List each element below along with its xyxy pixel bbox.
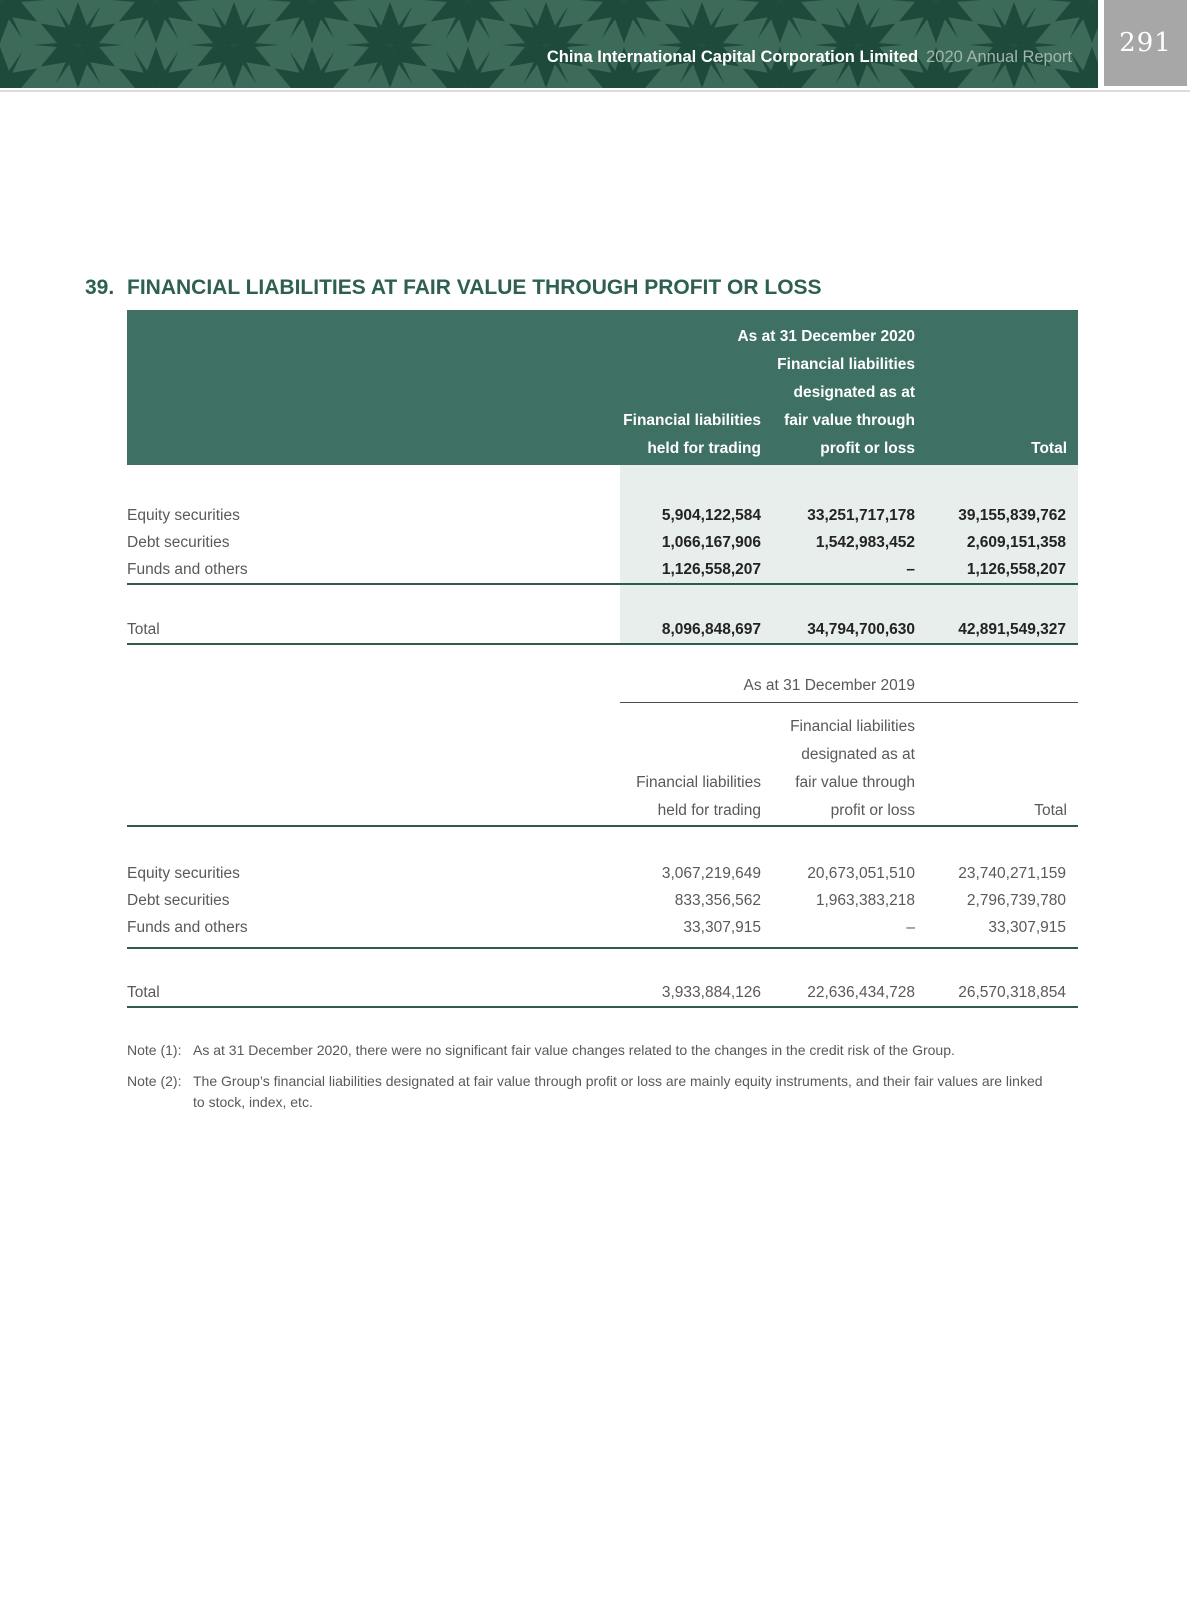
page-number: 291 — [1119, 28, 1172, 58]
table-row: Equity securities 5,904,122,584 33,251,717,178 39,155,839,762 — [127, 507, 1066, 524]
table-row: Debt securities 1,066,167,906 1,542,983,452 2,609,151,358 — [127, 534, 1066, 551]
note-label: Note (1): — [127, 1042, 182, 1058]
table-row: Equity securities 3,067,219,649 20,673,051,510 23,740,271,159 — [127, 865, 1066, 882]
table-rule — [127, 583, 1078, 585]
col-total-header: Total — [1031, 440, 1067, 457]
banner-pattern-icon — [0, 0, 1098, 88]
col-designated-header: As at 31 December 2020 Financial liabilities designated as at fair value through profit or loss — [737, 323, 915, 463]
table-2020-header — [127, 310, 1078, 465]
table-row: Funds and others 33,307,915 – 33,307,915 — [127, 919, 1066, 936]
table-rule — [127, 947, 1078, 949]
total-section — [127, 616, 1078, 645]
col-trading-header: Financial liabilities held for trading — [636, 774, 761, 819]
banner-text — [547, 48, 1072, 67]
table-2020 — [127, 310, 1078, 645]
section-number: 39. — [85, 276, 115, 299]
section-title — [85, 276, 822, 300]
header-banner — [0, 0, 1098, 88]
note-label: Note (2): — [127, 1073, 182, 1089]
section-title-text: FINANCIAL LIABILITIES AT FAIR VALUE THROUGH PROFIT OR LOSS — [127, 276, 822, 299]
header-divider — [0, 90, 1190, 92]
table-2020-body — [127, 465, 1078, 645]
table-rule — [127, 643, 1078, 645]
col-total-header: Total — [1034, 802, 1067, 819]
report-title: 2020 Annual Report — [926, 48, 1072, 66]
note-text: The Group’s financial liabilities designated at fair value through profit or loss are mainly equity instruments, and their fair values are linked to stock, index, etc. — [193, 1073, 1043, 1110]
total-row: Total 3,933,884,126 22,636,434,728 26,570,318,854 — [127, 984, 1066, 1001]
note-text: As at 31 December 2020, there were no significant fair value changes related to the changes in the credit risk of the Group. — [193, 1042, 955, 1058]
total-row: Total 8,096,848,697 34,794,700,630 42,891,549,327 — [127, 621, 1066, 638]
total-section — [127, 979, 1078, 1008]
table-2019-header — [127, 703, 1078, 825]
note-1 — [127, 1040, 1127, 1061]
col-designated-header: Financial liabilities designated as at fair value through profit or loss — [790, 718, 915, 819]
company-name: China International Capital Corporation Limited — [546, 48, 919, 66]
col-trading-header: Financial liabilities held for trading — [623, 412, 761, 457]
notes-section — [127, 1040, 1127, 1123]
table-2019 — [127, 648, 1078, 1008]
table-2019-body — [127, 827, 1078, 947]
table-row: Debt securities 833,356,562 1,963,383,218 2,796,739,780 — [127, 892, 1066, 909]
note-2 — [127, 1071, 1127, 1113]
page-number-box — [1104, 0, 1187, 86]
table-rule — [127, 1006, 1078, 1008]
table-row: Funds and others 1,126,558,207 – 1,126,558,207 — [127, 561, 1066, 578]
period-label-2020: As at 31 December 2020 — [737, 328, 915, 345]
period-label-2019: As at 31 December 2019 — [620, 672, 1078, 703]
